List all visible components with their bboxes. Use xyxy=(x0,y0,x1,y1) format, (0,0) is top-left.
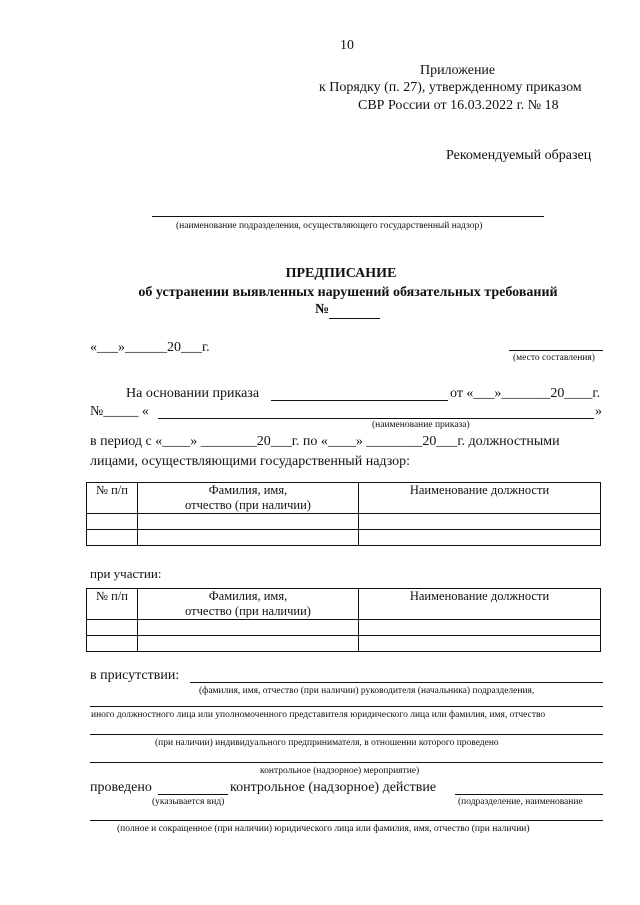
presence-caption-2: иного должностного лица или уполномоченного представителя юридического лица или фамилия, имя, отчество xyxy=(91,710,546,720)
basis-close-quote: » xyxy=(595,404,602,419)
presence-caption-1: (фамилия, имя, отчество (при наличии) руководителя (начальника) подразделения, xyxy=(199,686,535,696)
presence-line-1 xyxy=(190,682,603,683)
period-line: в период с «____» ________20___г. по «____» ________20___г. должностными xyxy=(90,434,560,449)
date-field: «___»______20___г. xyxy=(90,340,210,355)
entity-caption: (полное и сокращенное (при наличии) юридического лица или фамилия, имя, отчество (при наличии) xyxy=(117,824,530,834)
presence-line-3 xyxy=(90,734,603,735)
place-line xyxy=(509,350,603,351)
conducted-action: контрольное (надзорное) действие xyxy=(230,780,437,795)
table-header-position: Наименование должности xyxy=(359,483,601,514)
basis-prefix: На основании приказа xyxy=(126,386,260,401)
presence-caption-4: контрольное (надзорное) мероприятие) xyxy=(260,766,420,776)
table-header-name-line1: Фамилия, имя, xyxy=(208,483,288,497)
table-row xyxy=(87,514,601,530)
presence-line-4 xyxy=(90,762,603,763)
conducted-prefix: проведено xyxy=(90,780,152,795)
page-number: 10 xyxy=(340,38,354,53)
place-caption: (место составления) xyxy=(513,353,595,363)
document-subtitle: об устранении выявленных нарушений обязательных требований xyxy=(138,285,558,300)
basis-order-line xyxy=(271,400,448,401)
table-row xyxy=(87,620,601,636)
kind-caption: (указывается вид) xyxy=(152,797,225,807)
table-header-position: Наименование должности xyxy=(359,589,601,620)
document-number-label: № xyxy=(315,302,330,317)
basis-order-name-line xyxy=(158,418,594,419)
appendix-title: Приложение xyxy=(420,63,496,78)
department-caption: (наименование подразделения, осуществляющего государственный надзор) xyxy=(176,221,483,231)
appendix-order-date: СВР России от 16.03.2022 г. № 18 xyxy=(358,98,559,113)
table-header-name xyxy=(138,483,359,514)
dept-name-caption: (подразделение, наименование xyxy=(458,797,583,807)
table-header-name-line2: отчество (при наличии) xyxy=(185,604,311,618)
order-name-caption: (наименование приказа) xyxy=(372,420,470,430)
recommended-sample-label: Рекомендуемый образец xyxy=(446,148,592,163)
participation-label: при участии: xyxy=(90,566,162,581)
table-header-name-line1: Фамилия, имя, xyxy=(208,589,288,603)
conducted-entity-line xyxy=(90,820,603,821)
period-officials-line: лицами, осуществляющими государственный надзор: xyxy=(90,454,411,469)
appendix-order-ref: к Порядку (п. 27), утвержденному приказом xyxy=(319,80,582,95)
presence-label: в присутствии: xyxy=(90,668,180,683)
basis-order-date: от «___»_______20____г. xyxy=(450,386,601,401)
officials-table xyxy=(86,482,601,546)
participants-table xyxy=(86,588,601,652)
conducted-kind-line xyxy=(158,794,228,795)
table-header-number: № п/п xyxy=(87,483,138,514)
table-header-name xyxy=(138,589,359,620)
table-header-name-line2: отчество (при наличии) xyxy=(185,498,311,512)
table-row xyxy=(87,530,601,546)
department-name-line xyxy=(152,216,544,217)
presence-line-2 xyxy=(90,706,603,707)
conducted-dept-line xyxy=(455,794,603,795)
basis-number-prefix: №_____ « xyxy=(90,404,149,419)
presence-caption-3: (при наличии) индивидуального предпринимателя, в отношении которого проведено xyxy=(155,738,499,748)
document-number-line xyxy=(329,318,380,319)
document-title: ПРЕДПИСАНИЕ xyxy=(285,266,397,281)
table-row xyxy=(87,636,601,652)
table-header-number: № п/п xyxy=(87,589,138,620)
